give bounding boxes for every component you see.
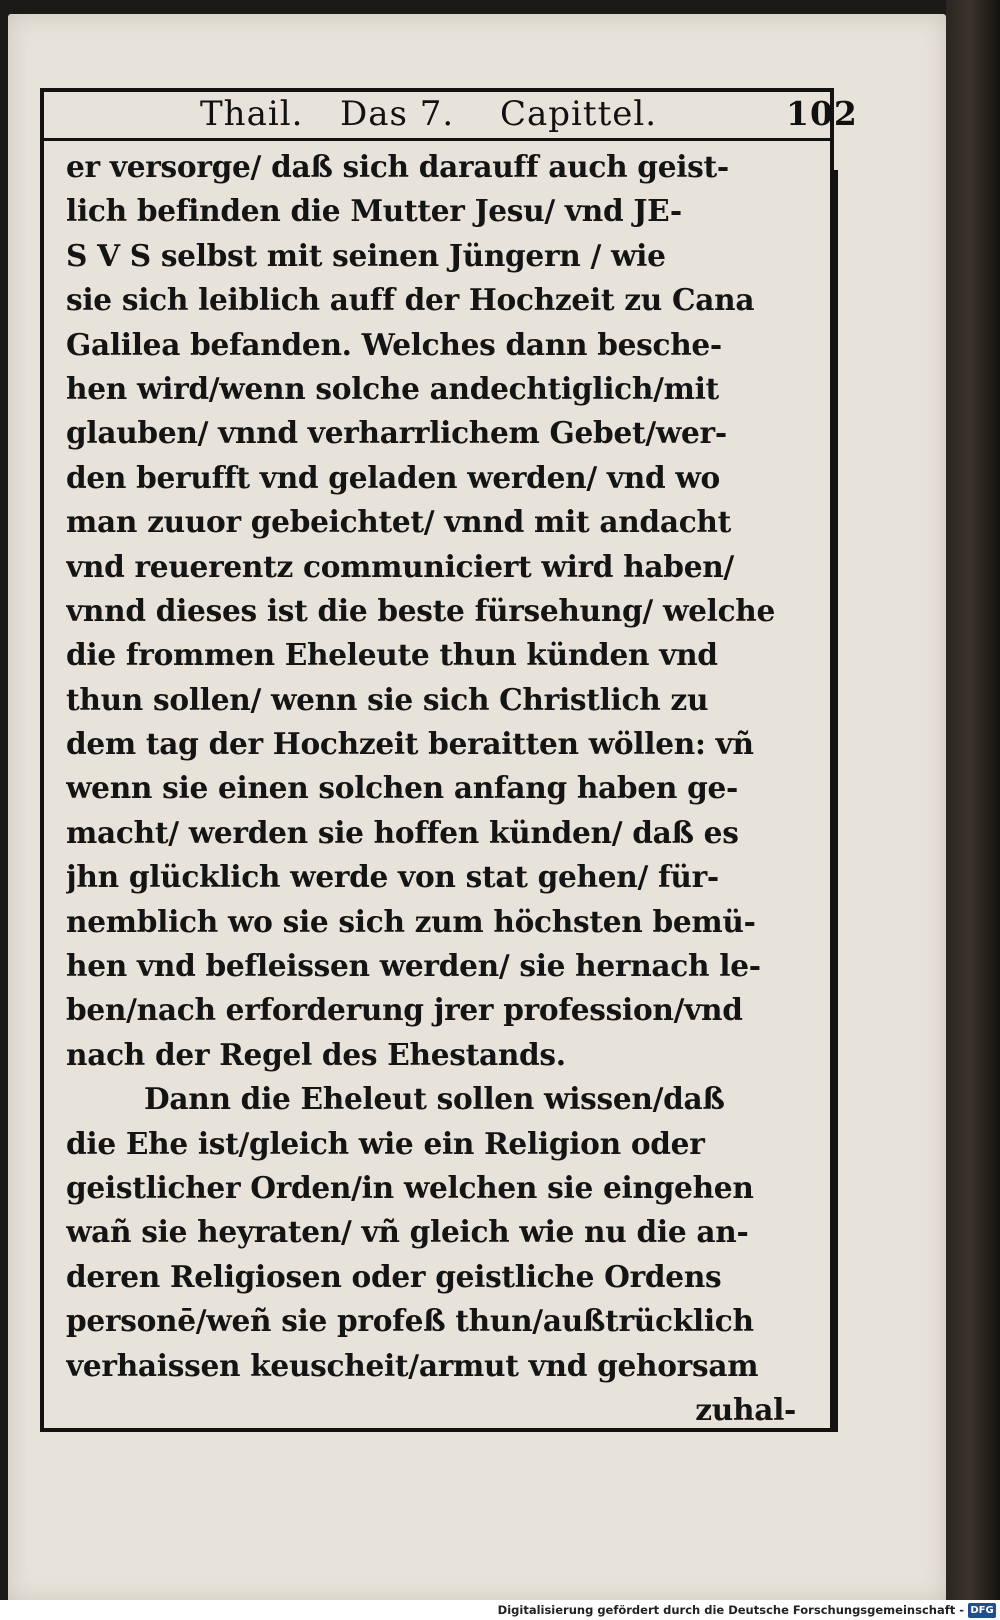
text-line: verhaissen keuscheit/armut vnd gehorsam [66, 1347, 759, 1383]
book-spine-edge [946, 0, 1000, 1620]
text-line: die frommen Eheleute thun künden vnd [66, 637, 718, 673]
text-line: die Ehe ist/gleich wie ein Religion oder [66, 1125, 705, 1161]
text-line: geistlicher Orden/in welchen sie eingehen [66, 1169, 754, 1205]
text-line: macht/ werden sie hoffen künden/ daß es [66, 814, 739, 850]
digitization-credit: Digitalisierung gefördert durch die Deutsche Forschungsgemeinschaft - [497, 1603, 964, 1617]
text-line: hen vnd befleissen werden/ sie hernach le- [66, 948, 761, 984]
text-line: dem tag der Hochzeit beraitten wöllen: vñ [66, 726, 754, 762]
text-line: hen wird/wenn solche andechtiglich/mit [66, 370, 719, 406]
header-rule [44, 138, 830, 141]
text-line: wañ sie heyraten/ vñ gleich wie nu die an- [66, 1214, 749, 1250]
text-line: man zuuor gebeichtet/ vnnd mit andacht [66, 504, 731, 540]
text-line: ben/nach erforderung jrer profession/vnd [66, 992, 743, 1028]
text-line: wenn sie einen solchen anfang haben ge- [66, 770, 738, 806]
text-line: zuhal- [695, 1391, 796, 1427]
body-text [66, 145, 806, 1432]
text-line: Dann die Eheleut sollen wissen/daß [144, 1081, 725, 1117]
text-line: er versorge/ daß sich darauff auch geist- [66, 149, 729, 184]
frame-side-rule [834, 170, 838, 1432]
text-line: den berufft vnd geladen werden/ vnd wo [66, 459, 720, 495]
text-line: jhn glücklich werde von stat gehen/ für- [66, 859, 719, 895]
text-line: Galilea befanden. Welches dann besche- [66, 326, 722, 362]
text-line: personē/weñ sie profeß thun/außtrücklich [66, 1303, 754, 1339]
running-head-chapter: Capittel. [500, 94, 658, 134]
text-line: thun sollen/ wenn sie sich Christlich zu [66, 681, 709, 717]
text-line: lich befinden die Mutter Jesu/ vnd JE- [66, 193, 682, 229]
text-line: deren Religiosen oder geistliche Ordens [66, 1258, 722, 1294]
text-line: vnd reuerentz communiciert wird haben/ [66, 548, 734, 584]
text-line: nach der Regel des Ehestands. [66, 1036, 566, 1072]
running-head-title: Das 7. [340, 94, 455, 134]
text-line: vnnd dieses ist die beste fürsehung/ welche [66, 592, 776, 628]
text-line: S V S selbst mit seinen Jüngern / wie [66, 237, 666, 273]
text-line: nemblich wo sie sich zum höchsten bemü- [66, 903, 756, 939]
text-line: glauben/ vnnd verharrlichem Gebet/wer- [66, 415, 727, 451]
dfg-logo: DFG [968, 1603, 996, 1618]
text-line: sie sich leiblich auff der Hochzeit zu Cana [66, 282, 755, 318]
page-number: 102 [786, 94, 858, 133]
running-head-part: Thail. [200, 94, 304, 134]
